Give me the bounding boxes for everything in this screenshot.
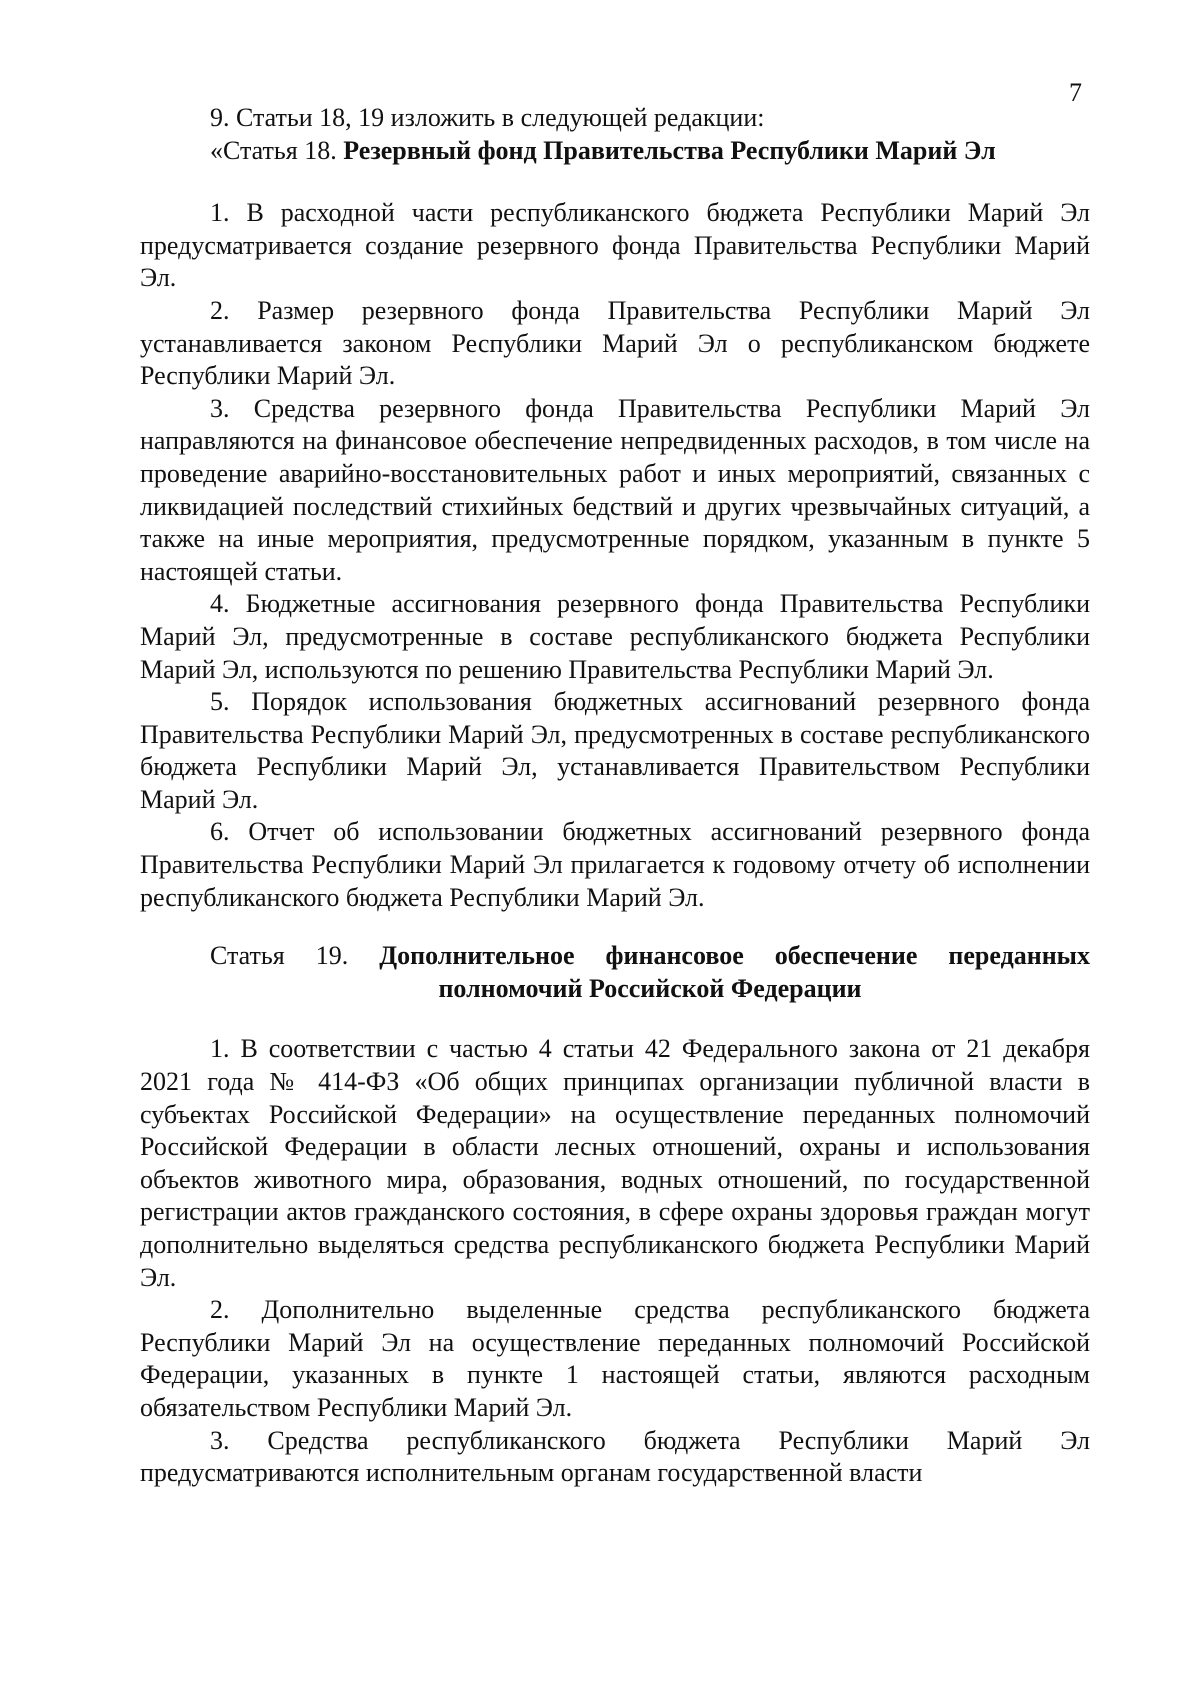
article-19-item-3: 3. Средства республиканского бюджета Республики Марий Эл предусматриваются исполнительным органам государственной власти (140, 1425, 1090, 1488)
article-18-item-1: 1. В расходной части республиканского бюджета Республики Марий Эл предусматривается создание резервного фонда Правительства Республики Марий Эл. (140, 198, 1090, 293)
article-18-item-6: 6. Отчет об использовании бюджетных ассигнований резервного фонда Правительства Республики Марий Эл прилагается к годовому отчету об исполнении республиканского бюджета Республики Марий Эл. (140, 817, 1090, 912)
article-18-prefix: «Статья 18. (210, 135, 344, 165)
article-19-title: Дополнительное финансовое обеспечение переданных полномочий Российской Федерации (379, 941, 1090, 1003)
amendment-intro: 9. Статьи 18, 19 изложить в следующей редакции: (210, 103, 765, 132)
article-18-title: Резервный фонд Правительства Республики Марий Эл (343, 135, 996, 165)
article-19-item-2: 2. Дополнительно выделенные средства республиканского бюджета Республики Марий Эл на осуществление переданных полномочий Российской Федерации, указанных в пункте 1 настоящей статьи, являются расходным обязательством Республики Марий Эл. (140, 1295, 1090, 1422)
spacer (140, 914, 1090, 940)
article-19-prefix: Статья 19. (210, 941, 380, 971)
article-18-item-3: 3. Средства резервного фонда Правительства Республики Марий Эл направляются на финансовое обеспечение непредвиденных расходов, в том числе на проведение аварийно-восстановительных работ и иных мероприятий, связанных с ликвидацией последствий стихийных бедствий и других чрезвычайных ситуаций, а также на иные мероприятия, предусмотренные порядком, указанным в пункте 5 настоящей статьи. (140, 393, 1090, 586)
article-18-heading (140, 135, 1090, 168)
article-18-item-5: 5. Порядок использования бюджетных ассигнований резервного фонда Правительства Республики Марий Эл, предусмотренных в составе республиканского бюджета Республики Марий Эл, устанавливается Правительством Республики Марий Эл. (140, 687, 1090, 814)
page-number: 7 (1069, 78, 1082, 107)
article-19-item-1: 1. В соответствии с частью 4 статьи 42 Федерального закона от 21 декабря 2021 года № 414-ФЗ «Об общих принципах организации публичной власти в субъектах Российской Федерации» на осуществление переданных полномочий Российской Федерации в области лесных отношений, охраны и использования объектов животного мира, образования, водных отношений, по государственной регистрации актов гражданского состояния, в сфере охраны здоровья граждан могут дополнительно выделяться средства республиканского бюджета Республики Марий Эл. (140, 1034, 1090, 1292)
document-body (140, 102, 1090, 1490)
spacer (140, 1005, 1090, 1033)
article-19-heading (140, 940, 1090, 1005)
spacer (140, 167, 1090, 197)
article-18-item-2: 2. Размер резервного фонда Правительства Республики Марий Эл устанавливается законом Республики Марий Эл о республиканском бюджете Республики Марий Эл. (140, 295, 1090, 391)
article-18-item-4: 4. Бюджетные ассигнования резервного фонда Правительства Республики Марий Эл, предусмотренные в составе республиканского бюджета Республики Марий Эл, используются по решению Правительства Республики Марий Эл. (140, 589, 1090, 684)
